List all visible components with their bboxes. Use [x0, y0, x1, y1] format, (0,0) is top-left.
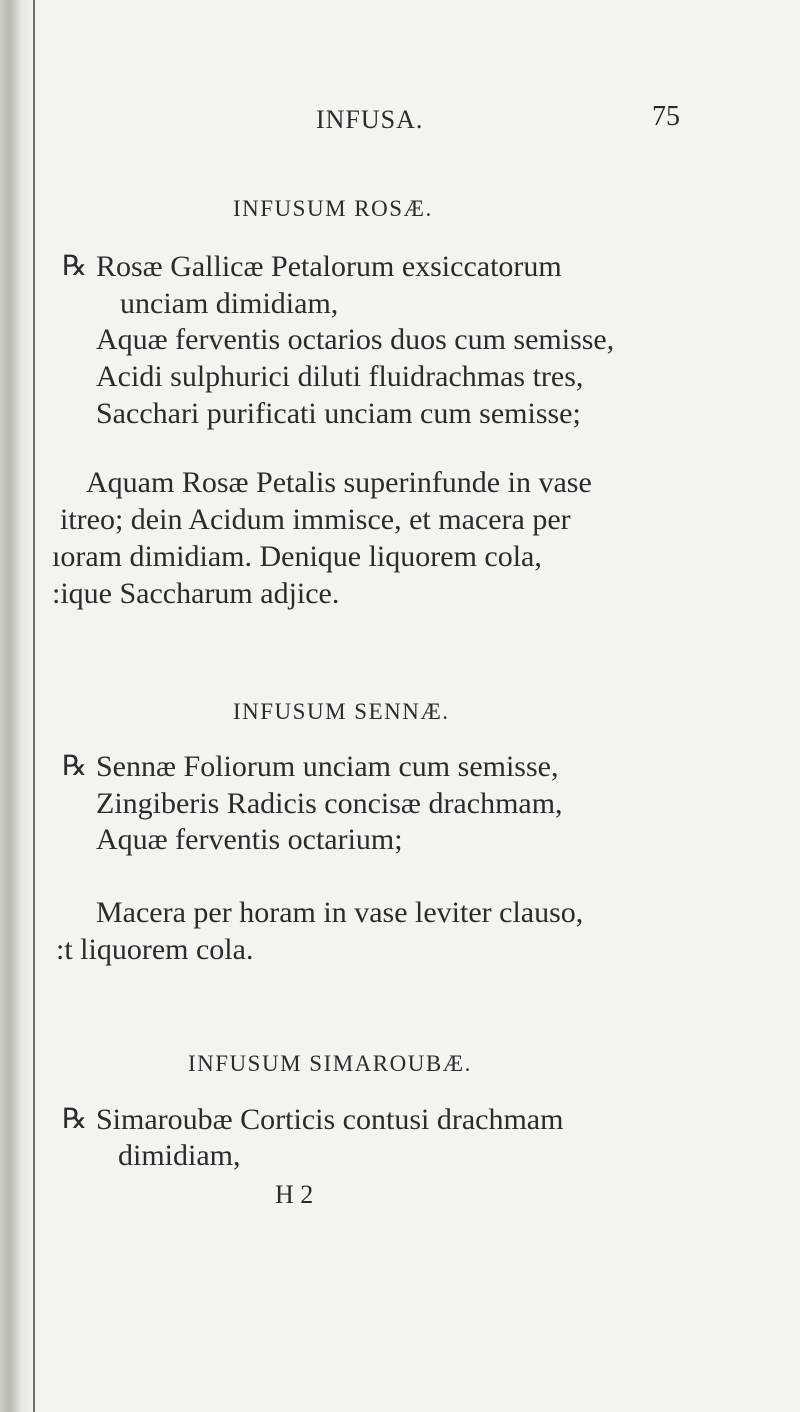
recipe-line: Sacchari purificati unciam cum semisse; [96, 397, 581, 430]
method-line: :t liquorem cola. [56, 933, 254, 966]
signature-mark: H 2 [275, 1180, 314, 1209]
method-line: :ique Saccharum adjice. [52, 577, 340, 610]
recipe-symbol: ℞ [62, 751, 88, 782]
recipe-line: Acidi sulphurici diluti fluidrachmas tres, [96, 360, 584, 393]
recipe-line: unciam dimidiam, [120, 287, 339, 320]
section-title-sennae: INFUSUM SENNÆ. [233, 699, 450, 724]
recipe-line: Aquæ ferventis octarios duos cum semisse, [96, 323, 615, 356]
recipe-line: dimidiam, [118, 1139, 241, 1172]
method-line: ıoram dimidiam. Denique liquorem cola, [52, 540, 542, 573]
recipe-line: Zingiberis Radicis concisæ drachmam, [96, 787, 563, 820]
method-line: itreo; dein Acidum immisce, et macera per [60, 503, 571, 536]
recipe-line: Aquæ ferventis octarium; [96, 823, 403, 856]
page-number: 75 [652, 101, 680, 132]
recipe-line: Sennæ Foliorum unciam cum semisse, [96, 750, 559, 783]
recipe-symbol: ℞ [62, 1104, 88, 1135]
recipe-line: Simaroubæ Corticis contusi drachmam [96, 1103, 564, 1136]
running-head: INFUSA. [316, 105, 424, 134]
recipe-symbol: ℞ [62, 251, 88, 282]
method-line: Aquam Rosæ Petalis superinfunde in vase [86, 466, 592, 499]
method-line: Macera per horam in vase leviter clauso, [96, 896, 584, 929]
recipe-line: Rosæ Gallicæ Petalorum exsiccatorum [96, 250, 562, 283]
section-title-rosae: INFUSUM ROSÆ. [233, 196, 433, 221]
section-title-simaroubae: INFUSUM SIMAROUBÆ. [188, 1051, 472, 1076]
